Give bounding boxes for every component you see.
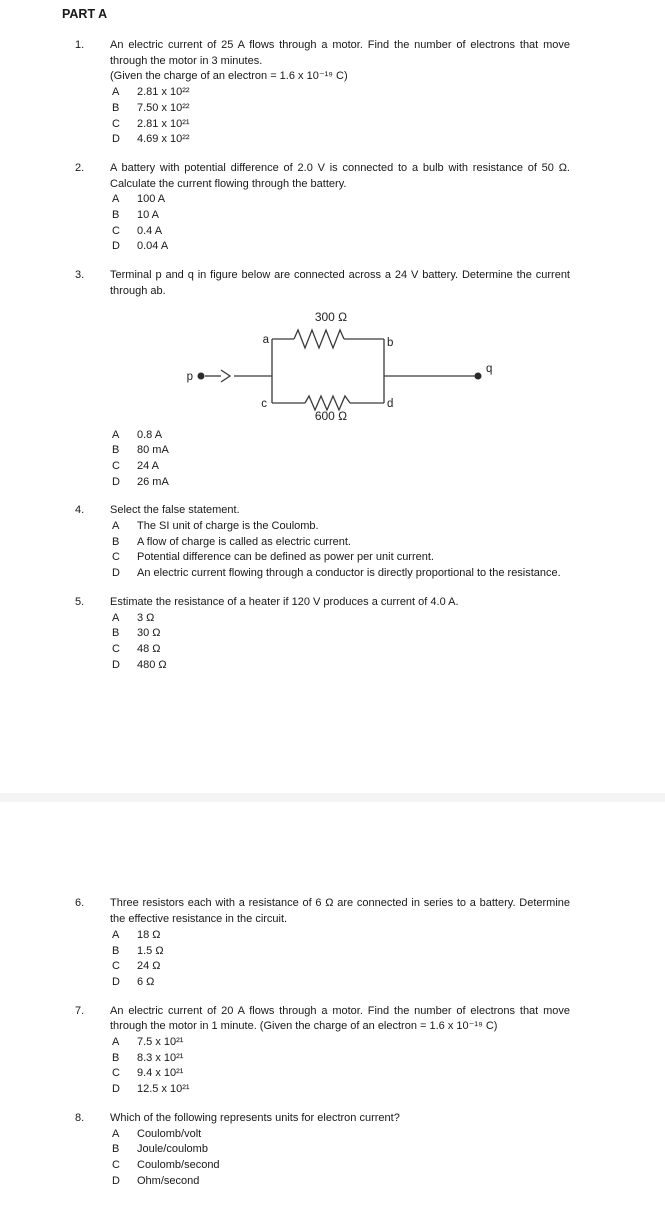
option-row — [110, 1174, 570, 1190]
option-letter: B — [112, 944, 120, 957]
option-letter: C — [112, 1067, 120, 1080]
question-given-note: (Given the charge of an electron = 1.6 x 10⁻¹⁹ C) — [110, 70, 348, 83]
page-gap-bottom — [0, 802, 665, 879]
option-text: Coulomb/second — [137, 1158, 220, 1171]
option-text: 6 Ω — [137, 975, 155, 988]
option-letter: B — [112, 1143, 120, 1156]
option-letter: A — [112, 86, 120, 99]
question-block — [75, 268, 570, 490]
option-letter: D — [112, 658, 120, 671]
question-body — [110, 1004, 570, 1098]
option-text: 0.4 A — [137, 224, 163, 237]
page-break-divider — [0, 793, 665, 802]
question-body — [110, 503, 570, 582]
option-letter: B — [112, 101, 120, 114]
option-row — [110, 642, 570, 658]
node-label-c: c — [261, 397, 267, 410]
option-text: 0.04 A — [137, 240, 169, 253]
option-letter: A — [112, 1036, 120, 1049]
question-number: 3. — [75, 269, 85, 282]
option-text: 80 mA — [137, 444, 169, 457]
option-letter: A — [112, 1127, 120, 1140]
option-letter: A — [112, 928, 120, 941]
option-text: 0.8 A — [137, 428, 163, 441]
option-row — [110, 959, 570, 975]
option-text: 3 Ω — [137, 611, 155, 624]
option-row — [110, 101, 570, 117]
option-letter: C — [112, 459, 120, 472]
option-row — [110, 1127, 570, 1143]
circuit-wires — [205, 330, 476, 410]
question-number: 4. — [75, 504, 85, 517]
terminal-q-dot — [475, 372, 482, 379]
question-block — [75, 38, 570, 148]
option-text: 30 Ω — [137, 627, 161, 640]
option-row — [110, 928, 570, 944]
option-row — [110, 566, 570, 582]
option-row — [110, 85, 570, 101]
question-number: 5. — [75, 595, 85, 608]
option-letter: C — [112, 224, 120, 237]
option-text: Coulomb/volt — [137, 1127, 202, 1140]
option-letter: D — [112, 133, 120, 146]
option-row — [110, 550, 570, 566]
option-letter: A — [112, 520, 120, 533]
option-text: 2.81 x 10²² — [137, 86, 190, 99]
option-text: The SI unit of charge is the Coulomb. — [137, 520, 319, 533]
node-label-a: a — [262, 333, 269, 346]
option-row — [110, 1035, 570, 1051]
option-letter: A — [112, 611, 120, 624]
option-text: 10 A — [137, 209, 160, 222]
node-label-b: b — [387, 336, 394, 349]
terminal-p-dot — [198, 372, 205, 379]
option-text: A flow of charge is called as electric current. — [137, 535, 351, 548]
question-block — [75, 503, 570, 582]
question-text: Select the false statement. — [110, 504, 240, 517]
current-arrow-icon — [221, 370, 230, 382]
question-body — [110, 38, 570, 148]
option-letter: C — [112, 551, 120, 564]
option-letter: B — [112, 627, 120, 640]
question-body — [110, 161, 570, 255]
option-letter: D — [112, 1083, 120, 1096]
question-block — [75, 1004, 570, 1098]
question-number: 6. — [75, 897, 85, 910]
option-row — [110, 1051, 570, 1067]
option-text: 18 Ω — [137, 928, 161, 941]
circuit-diagram — [180, 306, 520, 424]
resistor-bottom-icon — [305, 396, 350, 410]
resistor-label-bottom: 600 Ω — [314, 408, 348, 423]
option-text: 7.5 x 10²¹ — [137, 1036, 184, 1049]
terminal-label-p: p — [186, 370, 193, 383]
option-text: 480 Ω — [137, 658, 167, 671]
question-body — [110, 595, 570, 674]
option-text: Joule/coulomb — [137, 1143, 208, 1156]
page-gap-top — [0, 686, 665, 793]
option-text: 2.81 x 10²¹ — [137, 117, 190, 130]
option-letter: D — [112, 567, 120, 580]
question-text: A battery with potential difference of 2.0 V is connected to a bulb with resistance of 50 Ω. Calculate the current flowing through the battery. — [110, 161, 570, 190]
question-text: Three resistors each with a resistance of 6 Ω are connected in series to a battery. Determine the effective resistance in the circuit. — [110, 897, 570, 926]
option-row — [110, 1158, 570, 1174]
option-row — [110, 1066, 570, 1082]
option-row — [110, 975, 570, 991]
node-label-d: d — [387, 397, 394, 410]
option-row — [110, 443, 570, 459]
questions-section-page-1 — [0, 38, 665, 673]
part-a-heading: PART A — [62, 7, 108, 21]
question-text: Which of the following represents units for electron current? — [110, 1111, 400, 1124]
option-text: An electric current flowing through a conductor is directly proportional to the resistance. — [137, 567, 561, 580]
option-letter: B — [112, 535, 120, 548]
option-row — [110, 658, 570, 674]
question-block — [75, 896, 570, 990]
option-text: 100 A — [137, 193, 166, 206]
option-letter: C — [112, 642, 120, 655]
terminal-label-q: q — [486, 362, 493, 375]
option-text: 7.50 x 10²² — [137, 101, 190, 114]
option-letter: D — [112, 240, 120, 253]
option-text: Ohm/second — [137, 1174, 200, 1187]
option-letter: C — [112, 960, 120, 973]
option-letter: B — [112, 209, 120, 222]
option-letter: C — [112, 1158, 120, 1171]
option-row — [110, 459, 570, 475]
question-text: An electric current of 20 A flows through a motor. Find the number of electrons that move through the motor in 1 minute. (Given the charge of an electron = 1.6 x 10⁻¹⁹ C) — [110, 1004, 570, 1033]
option-row — [110, 519, 570, 535]
option-row — [110, 117, 570, 133]
option-row — [110, 208, 570, 224]
option-row — [110, 1142, 570, 1158]
option-letter: D — [112, 1174, 120, 1187]
option-row — [110, 132, 570, 148]
option-text: 8.3 x 10²¹ — [137, 1051, 184, 1064]
option-text: 1.5 Ω — [137, 944, 164, 957]
question-number: 2. — [75, 161, 85, 174]
question-text: Terminal p and q in figure below are connected across a 24 V battery. Determine the current through ab. — [110, 269, 570, 297]
option-text: 4.69 x 10²² — [137, 133, 190, 146]
option-letter: A — [112, 428, 120, 441]
question-block — [75, 161, 570, 255]
question-body — [110, 1111, 570, 1190]
circuit-figure — [180, 306, 570, 424]
option-row — [110, 611, 570, 627]
option-row — [110, 475, 570, 491]
option-row — [110, 1082, 570, 1098]
option-row — [110, 192, 570, 208]
option-letter: B — [112, 1051, 120, 1064]
option-text: 9.4 x 10²¹ — [137, 1067, 184, 1080]
question-text: An electric current of 25 A flows through a motor. Find the number of electrons that move through the motor in 3 minutes. — [110, 39, 570, 67]
question-block — [75, 1111, 570, 1190]
option-text: 24 Ω — [137, 960, 161, 973]
option-row — [110, 428, 570, 444]
option-letter: A — [112, 193, 120, 206]
question-body — [110, 268, 570, 490]
option-letter: C — [112, 117, 120, 130]
resistor-label-top: 300 Ω — [314, 309, 348, 324]
option-row — [110, 535, 570, 551]
question-block — [75, 595, 570, 674]
option-text: 24 A — [137, 459, 160, 472]
option-text: 12.5 x 10²¹ — [137, 1083, 190, 1096]
option-letter: D — [112, 475, 120, 488]
option-row — [110, 239, 570, 255]
option-text: 48 Ω — [137, 642, 161, 655]
question-number: 7. — [75, 1004, 85, 1017]
question-number: 8. — [75, 1111, 85, 1124]
option-text: Potential difference can be defined as power per unit current. — [137, 551, 434, 564]
option-row — [110, 224, 570, 240]
resistor-top-icon — [294, 330, 344, 348]
option-letter: D — [112, 975, 120, 988]
questions-section-page-2 — [0, 896, 665, 1189]
option-row — [110, 944, 570, 960]
question-text: Estimate the resistance of a heater if 120 V produces a current of 4.0 A. — [110, 595, 459, 608]
question-body — [110, 896, 570, 990]
option-row — [110, 626, 570, 642]
option-letter: B — [112, 444, 120, 457]
option-text: 26 mA — [137, 475, 169, 488]
question-number: 1. — [75, 39, 85, 51]
